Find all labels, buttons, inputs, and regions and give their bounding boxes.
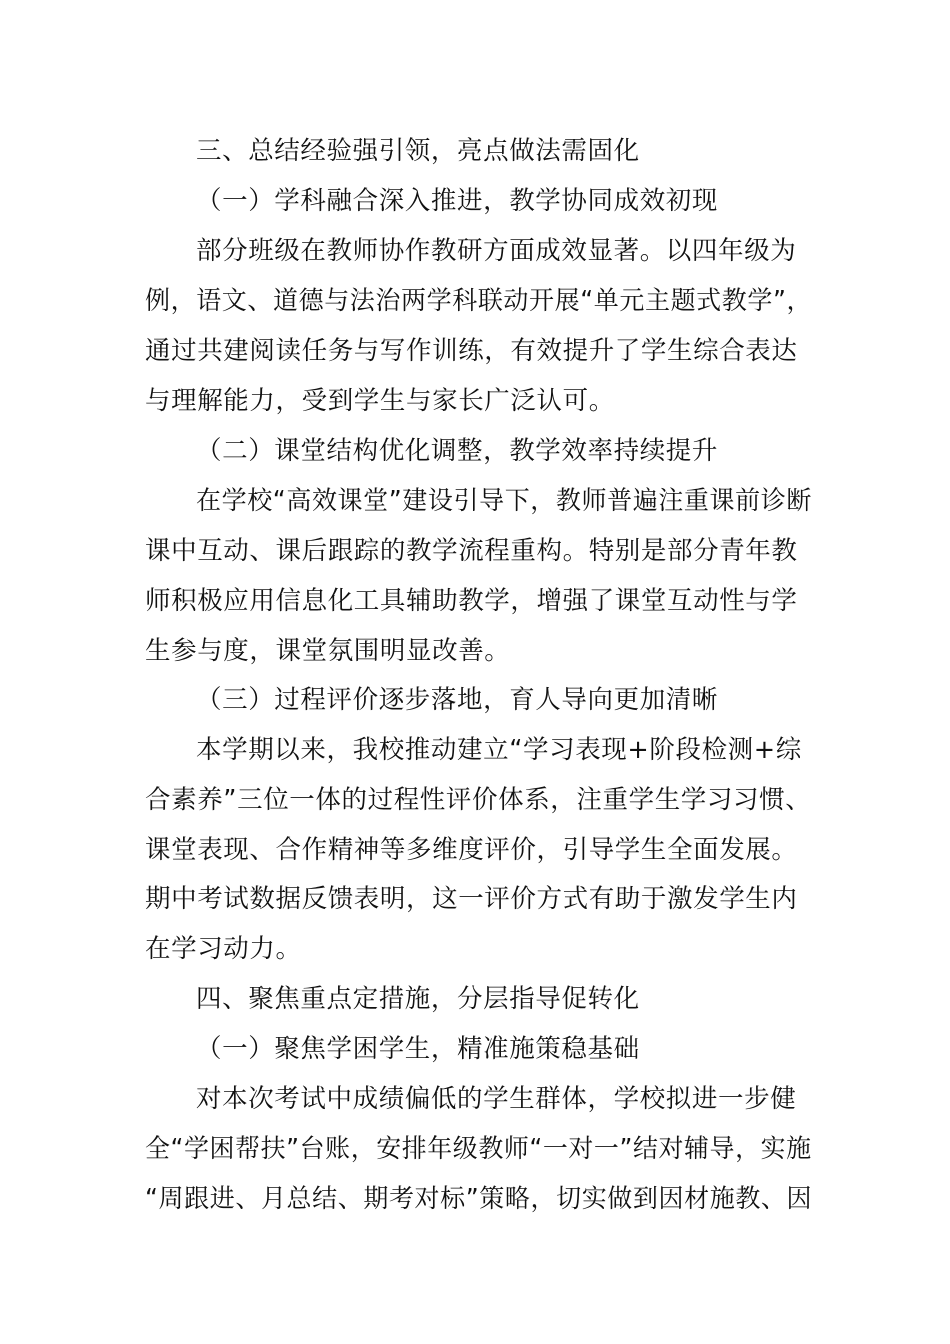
subheading-3-3: （三）过程评价逐步落地，育人导向更加清晰 [196,685,719,715]
paragraph-line: 期中考试数据反馈表明，这一评价方式有助于激发学生内 [145,884,798,914]
paragraph-line: 例，语文、道德与法治两学科联动开展“单元主题式教学”， [145,286,813,316]
paragraph-line: “周跟进、月总结、期考对标”策略，切实做到因材施教、因 [145,1184,813,1214]
paragraph-line: 合素养”三位一体的过程性评价体系，注重学生学习习惯、 [145,785,812,815]
paragraph-line: 生参与度，课堂氛围明显改善。 [145,636,511,666]
section-heading-3: 三、总结经验强引领，亮点做法需固化 [196,136,640,166]
paragraph-line: 课堂表现、合作精神等多维度评价，引导学生全面发展。 [145,835,798,865]
paragraph-line: 通过共建阅读任务与写作训练，有效提升了学生综合表达 [145,336,798,366]
paragraph-line: 师积极应用信息化工具辅助教学，增强了课堂互动性与学 [145,586,798,616]
paragraph-line: 本学期以来，我校推动建立“学习表现+阶段检测+综 [196,735,802,765]
paragraph-line: 在学校“高效课堂”建设引导下，教师普遍注重课前诊断 [196,486,812,516]
subheading-4-1: （一）聚焦学困学生，精准施策稳基础 [196,1034,640,1064]
paragraph-line: 课中互动、课后跟踪的教学流程重构。特别是部分青年教 [145,536,798,566]
subheading-3-1: （一）学科融合深入推进，教学协同成效初现 [196,186,719,216]
paragraph-line: 对本次考试中成绩偏低的学生群体，学校拟进一步健 [196,1084,797,1114]
paragraph-line: 在学习动力。 [145,934,302,964]
paragraph-line: 部分班级在教师协作教研方面成效显著。以四年级为 [196,236,797,266]
paragraph-line: 全“学困帮扶”台账，安排年级教师“一对一”结对辅导，实施 [145,1134,812,1164]
section-heading-4: 四、聚焦重点定措施，分层指导促转化 [196,984,640,1014]
subheading-3-2: （二）课堂结构优化调整，教学效率持续提升 [196,436,719,466]
paragraph-line: 与理解能力，受到学生与家长广泛认可。 [145,386,615,416]
